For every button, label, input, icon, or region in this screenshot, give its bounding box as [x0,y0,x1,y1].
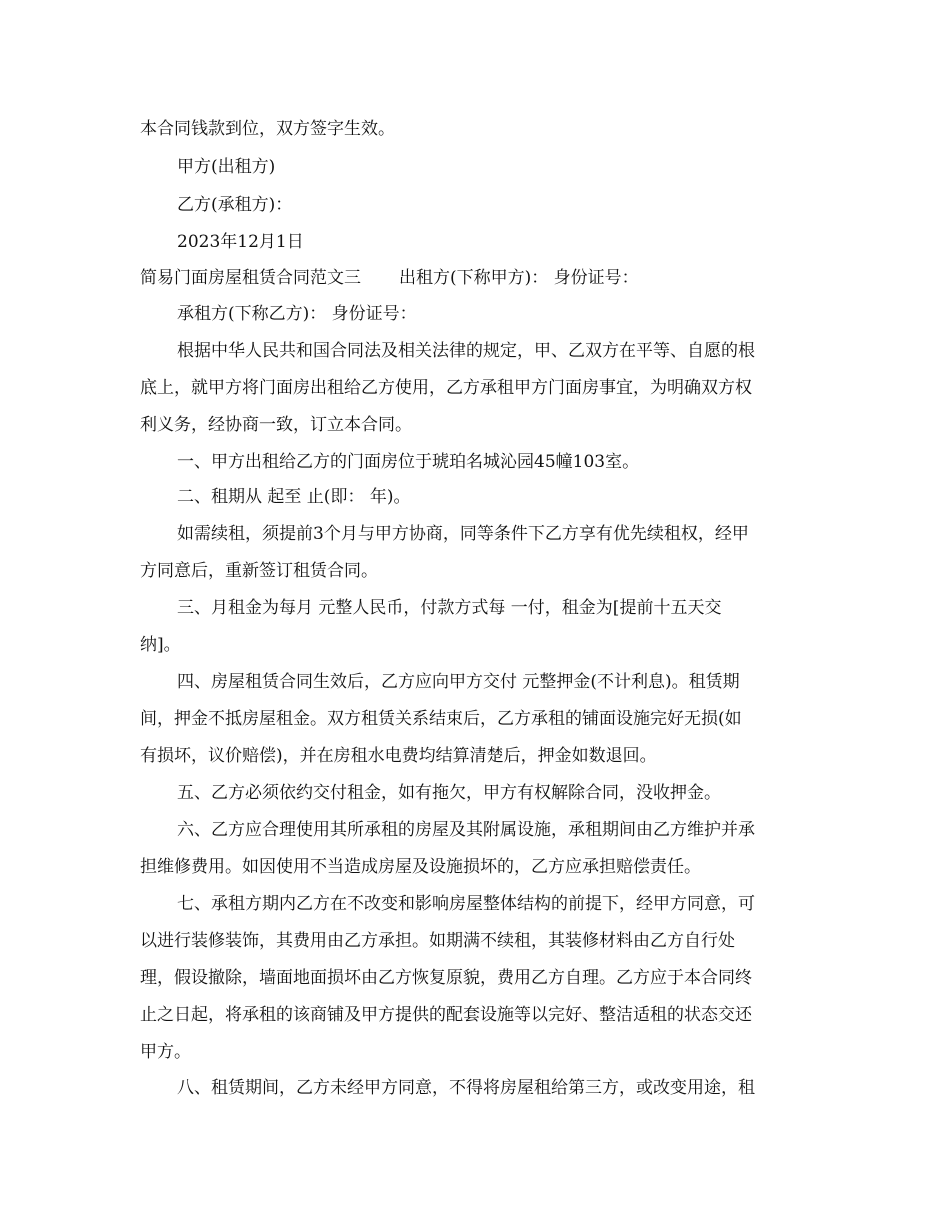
clause-2-line: 二、租期从 起至 止(即： 年)。 [177,487,411,507]
clause-4-line: 四、房屋租赁合同生效后，乙方应向甲方交付 元整押金(不计利息)。租赁期 [177,672,740,692]
lessor-id-line: 出租方(下称甲方)： 身份证号： [399,268,639,288]
clause-3-line: 三、月租金为每月 元整人民币，付款方式每 一付，租金为[提前十五天交 [177,598,722,618]
paragraph-line: 根据中华人民共和国合同法及相关法律的规定，甲、乙双方在平等、自愿的根 [177,341,755,361]
renewal-line: 如需续租，须提前3个月与甲方协商，同等条件下乙方享有优先续租权，经甲 [177,524,749,544]
lessee-id-line: 承租方(下称乙方)： 身份证号： [177,304,417,324]
closing-text-line: 本合同钱款到位，双方签字生效。 [140,119,395,139]
party-a-label: 甲方(出租方) [177,157,276,177]
clause-7-line: 理，假设撤除，墙面地面损坏由乙方恢复原貌，费用乙方自理。乙方应于本合同终 [140,968,752,988]
clause-4-line: 有损坏，议价赔偿)，并在房租水电费均结算清楚后，押金如数退回。 [140,746,657,766]
clause-7-line: 七、承租方期内乙方在不改变和影响房屋整体结构的前提下，经甲方同意，可 [177,894,755,914]
clause-5-line: 五、乙方必须依约交付租金，如有拖欠，甲方有权解除合同，没收押金。 [177,783,721,803]
clause-4-line: 间，押金不抵房屋租金。双方租赁关系结束后，乙方承租的铺面设施完好无损(如 [140,709,742,729]
clause-7-line: 甲方。 [140,1042,191,1062]
paragraph-line: 底上，就甲方将门面房出租给乙方使用，乙方承租甲方门面房事宜，为明确双方权 [140,378,752,398]
clause-1-line: 一、甲方出租给乙方的门面房位于琥珀名城沁园45幢103室。 [177,452,640,472]
paragraph-line: 利义务，经协商一致，订立本合同。 [140,415,412,435]
renewal-line: 方同意后，重新签订租赁合同。 [140,561,378,581]
signing-date: 2023年12月1日 [177,232,304,252]
clause-7-line: 以进行装修装饰，其费用由乙方承担。如期满不续租，其装修材料由乙方自行处 [140,931,735,951]
clause-3-line: 纳]。 [140,635,181,655]
contract-title: 简易门面房屋租赁合同范文三 [140,268,361,288]
contract-title-row [140,266,820,290]
party-b-label: 乙方(承租方)： [177,195,293,215]
clause-6-line: 六、乙方应合理使用其所承租的房屋及其附属设施，承租期间由乙方维护并承 [177,820,755,840]
clause-6-line: 担维修费用。如因使用不当造成房屋及设施损坏的，乙方应承担赔偿责任。 [140,857,701,877]
clause-8-line: 八、租赁期间，乙方未经甲方同意，不得将房屋租给第三方，或改变用途，租 [177,1078,755,1098]
clause-7-line: 止之日起，将承租的该商铺及甲方提供的配套设施等以完好、整洁适租的状态交还 [140,1005,752,1025]
